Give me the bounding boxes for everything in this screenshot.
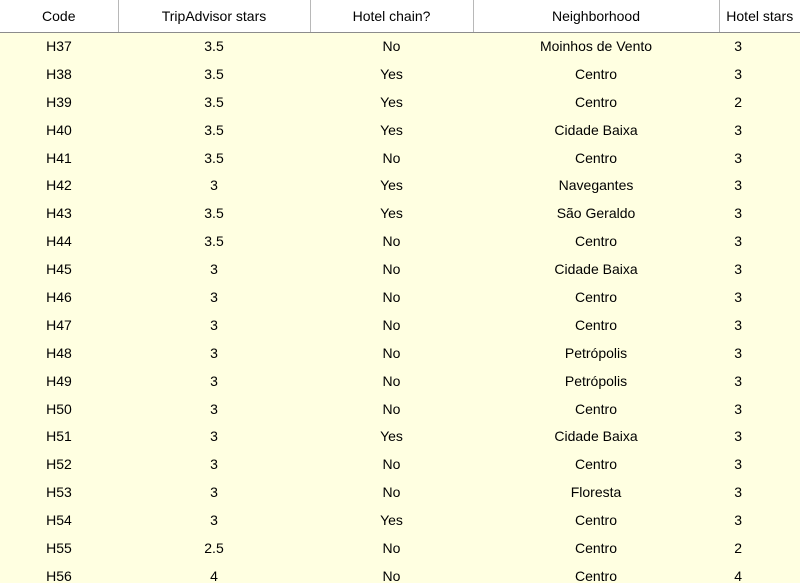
table-row[interactable] — [0, 88, 800, 116]
cell-hotel-chain: No — [382, 38, 401, 55]
cell-hotel-chain: No — [382, 261, 401, 278]
cell-hotel-chain: No — [382, 539, 401, 556]
cell-hotel-stars: 3 — [734, 65, 742, 82]
cell-hotel-chain: Yes — [380, 93, 403, 110]
cell-code: H39 — [46, 93, 72, 110]
column-header-hotel-chain[interactable]: Hotel chain? — [310, 0, 473, 32]
cell-hotel-chain: No — [382, 372, 401, 389]
table-row[interactable] — [0, 562, 800, 583]
table-row[interactable] — [0, 199, 800, 227]
cell-hotel-chain: No — [382, 288, 401, 305]
cell-neighborhood: Petrópolis — [564, 372, 628, 389]
cell-tripadvisor-stars: 3.5 — [204, 93, 224, 110]
cell-hotel-stars: 3 — [734, 205, 742, 222]
cell-neighborhood: Cidade Baixa — [554, 428, 638, 445]
cell-neighborhood: Centro — [574, 512, 618, 529]
cell-hotel-stars: 3 — [734, 261, 742, 278]
cell-hotel-stars: 2 — [734, 539, 742, 556]
table-row[interactable] — [0, 255, 800, 283]
cell-hotel-chain: No — [382, 149, 401, 166]
cell-code: H53 — [46, 484, 72, 501]
cell-neighborhood: Navegantes — [558, 177, 634, 194]
table-row[interactable] — [0, 534, 800, 562]
cell-tripadvisor-stars: 2.5 — [204, 539, 224, 556]
cell-hotel-chain: Yes — [380, 205, 403, 222]
cell-tripadvisor-stars: 3.5 — [204, 38, 224, 55]
cell-code: H43 — [46, 205, 72, 222]
cell-tripadvisor-stars: 3 — [210, 400, 218, 417]
table-row[interactable] — [0, 450, 800, 478]
cell-hotel-chain: No — [382, 456, 401, 473]
cell-neighborhood: Centro — [574, 65, 618, 82]
cell-neighborhood: Centro — [574, 456, 618, 473]
cell-hotel-chain: No — [382, 567, 401, 583]
cell-neighborhood: Floresta — [570, 484, 622, 501]
cell-hotel-stars: 3 — [734, 316, 742, 333]
cell-tripadvisor-stars: 3 — [210, 288, 218, 305]
cell-tripadvisor-stars: 3 — [210, 261, 218, 278]
table-row[interactable] — [0, 311, 800, 339]
cell-hotel-stars: 3 — [734, 400, 742, 417]
cell-tripadvisor-stars: 4 — [210, 567, 218, 583]
cell-neighborhood: Cidade Baixa — [554, 121, 638, 138]
cell-hotel-stars: 4 — [734, 567, 742, 583]
cell-code: H37 — [46, 38, 72, 55]
cell-code: H56 — [46, 567, 72, 583]
cell-neighborhood: Centro — [574, 233, 618, 250]
cell-hotel-stars: 3 — [734, 344, 742, 361]
cell-tripadvisor-stars: 3 — [210, 484, 218, 501]
cell-tripadvisor-stars: 3 — [210, 512, 218, 529]
table-row[interactable] — [0, 506, 800, 534]
cell-hotel-stars: 2 — [734, 93, 742, 110]
table-row[interactable] — [0, 422, 800, 450]
table-row[interactable] — [0, 60, 800, 88]
cell-neighborhood: Centro — [574, 288, 618, 305]
table-header — [0, 0, 800, 32]
cell-hotel-chain: Yes — [380, 428, 403, 445]
cell-code: H42 — [46, 177, 72, 194]
cell-hotel-stars: 3 — [734, 428, 742, 445]
cell-neighborhood: Centro — [574, 316, 618, 333]
cell-code: H40 — [46, 121, 72, 138]
cell-code: H41 — [46, 149, 72, 166]
cell-hotel-stars: 3 — [734, 484, 742, 501]
table-row[interactable] — [0, 116, 800, 144]
cell-tripadvisor-stars: 3 — [210, 456, 218, 473]
cell-hotel-stars: 3 — [734, 38, 742, 55]
cell-neighborhood: Centro — [574, 567, 618, 583]
cell-hotel-chain: Yes — [380, 121, 403, 138]
cell-hotel-stars: 3 — [734, 288, 742, 305]
column-header-hotel-stars[interactable]: Hotel stars — [719, 0, 800, 32]
cell-neighborhood: Centro — [574, 149, 618, 166]
table-row[interactable] — [0, 144, 800, 172]
cell-code: H51 — [46, 428, 72, 445]
cell-tripadvisor-stars: 3.5 — [204, 65, 224, 82]
cell-hotel-chain: Yes — [380, 512, 403, 529]
table-row[interactable] — [0, 32, 800, 60]
cell-code: H50 — [46, 400, 72, 417]
cell-tripadvisor-stars: 3.5 — [204, 233, 224, 250]
column-header-tripadvisor-stars[interactable]: TripAdvisor stars — [118, 0, 310, 32]
cell-code: H48 — [46, 344, 72, 361]
cell-code: H45 — [46, 261, 72, 278]
cell-tripadvisor-stars: 3 — [210, 316, 218, 333]
cell-hotel-chain: No — [382, 233, 401, 250]
cell-hotel-chain: No — [382, 344, 401, 361]
table-row[interactable] — [0, 395, 800, 423]
cell-neighborhood: Centro — [574, 93, 618, 110]
cell-hotel-chain: No — [382, 400, 401, 417]
cell-hotel-stars: 3 — [734, 456, 742, 473]
cell-tripadvisor-stars: 3.5 — [204, 149, 224, 166]
cell-tripadvisor-stars: 3.5 — [204, 205, 224, 222]
table-row[interactable] — [0, 478, 800, 506]
cell-hotel-chain: No — [382, 316, 401, 333]
cell-tripadvisor-stars: 3 — [210, 344, 218, 361]
cell-neighborhood: São Geraldo — [556, 205, 636, 222]
table-row[interactable] — [0, 339, 800, 367]
table-row[interactable] — [0, 171, 800, 199]
cell-hotel-chain: Yes — [380, 65, 403, 82]
table-row[interactable] — [0, 367, 800, 395]
cell-tripadvisor-stars: 3 — [210, 177, 218, 194]
cell-code: H44 — [46, 233, 72, 250]
column-header-code[interactable]: Code — [0, 0, 118, 32]
cell-tripadvisor-stars: 3 — [210, 428, 218, 445]
cell-neighborhood: Cidade Baixa — [554, 261, 638, 278]
cell-tripadvisor-stars: 3 — [210, 372, 218, 389]
cell-hotel-chain: Yes — [380, 177, 403, 194]
cell-hotel-chain: No — [382, 484, 401, 501]
cell-code: H55 — [46, 539, 72, 556]
cell-hotel-stars: 3 — [734, 372, 742, 389]
cell-code: H46 — [46, 288, 72, 305]
cell-neighborhood: Centro — [574, 400, 618, 417]
cell-hotel-stars: 3 — [734, 149, 742, 166]
cell-hotel-stars: 3 — [734, 512, 742, 529]
cell-hotel-stars: 3 — [734, 177, 742, 194]
cell-code: H52 — [46, 456, 72, 473]
cell-tripadvisor-stars: 3.5 — [204, 121, 224, 138]
header-row — [0, 0, 800, 32]
cell-hotel-stars: 3 — [734, 121, 742, 138]
table-row[interactable] — [0, 227, 800, 255]
column-header-neighborhood[interactable]: Neighborhood — [473, 0, 719, 32]
cell-code: H47 — [46, 316, 72, 333]
cell-code: H38 — [46, 65, 72, 82]
cell-code: H54 — [46, 512, 72, 529]
cell-code: H49 — [46, 372, 72, 389]
table-row[interactable] — [0, 283, 800, 311]
cell-neighborhood: Moinhos de Vento — [539, 38, 653, 55]
cell-neighborhood: Centro — [574, 539, 618, 556]
cell-neighborhood: Petrópolis — [564, 344, 628, 361]
cell-hotel-stars: 3 — [734, 233, 742, 250]
table-body — [0, 32, 800, 583]
